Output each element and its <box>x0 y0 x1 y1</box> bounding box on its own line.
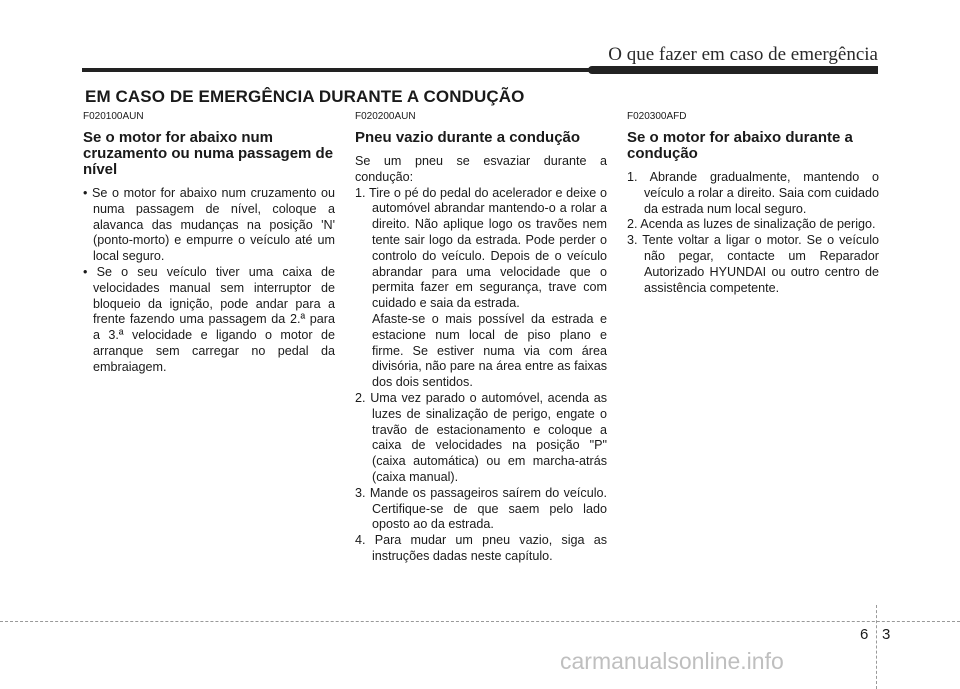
chapter-number: 6 <box>860 626 869 643</box>
step-item: 2. Uma vez parado o automóvel, acenda as luzes de sinalização de perigo, engate o travão de estacionamento e coloque a caixa de velocidades na posição "P" (caixa automática) ou em marcha-atrás (caixa manual). <box>355 390 607 484</box>
section-code: F020200AUN <box>355 111 416 122</box>
footer-divider <box>0 621 960 622</box>
step-item: 3. Tente voltar a ligar o motor. Se o veículo não pegar, contacte um Reparador Autorizado HYUNDAI ou outro centro de assistência competente. <box>627 233 879 295</box>
header-bar <box>588 66 878 74</box>
section-heading: Pneu vazio durante a condução <box>355 129 581 146</box>
column-engine-stall-driving <box>627 111 879 296</box>
column-flat-tire <box>355 111 607 565</box>
step-item: 2. Acenda as luzes de sinalização de perigo. <box>627 217 876 232</box>
step-item: 3. Mande os passageiros saírem do veículo. Certifique-se de que saem pelo lado oposto ao da estrada. <box>355 485 607 532</box>
page-number: 3 <box>882 626 891 643</box>
bullet-item: • Se o seu veículo tiver uma caixa de velocidades manual sem interruptor de bloqueio da ignição, pode andar para a frente fazendo uma passagem da 2.ª para a 3.ª velocidade e ligando o motor de arranque sem carregar no pedal da embraiagem. <box>83 264 335 374</box>
column-engine-stall-crossing <box>83 111 335 376</box>
watermark-logo: carmanualsonline.info <box>560 648 784 674</box>
page-crop-mark <box>876 605 877 689</box>
section-heading: Se o motor for abaixo durante a condução <box>627 129 853 162</box>
chapter-title: O que fazer em caso de emergência <box>608 44 878 65</box>
bullet-item: • Se o motor for abaixo num cruzamento ou numa passagem de nível, coloque a alavanca das mudanças na posição 'N' (ponto-morto) e empurre o veículo até um local seguro. <box>83 186 335 264</box>
step-item: 4. Para mudar um pneu vazio, siga as instruções dadas neste capítulo. <box>355 533 607 563</box>
step-item: 1. Tire o pé do pedal do acelerador e deixe o automóvel abrandar mantendo-o a rolar a direito. Não aplique logo os travões nem tente sair logo da estrada. Pode perder o controlo do veículo. Depois de o veículo abrandar para uma velocidade que o permita fazer em segurança, trave com cuidado e saia da estrada. <box>355 185 607 311</box>
step-continuation: Afaste-se o mais possível da estrada e estacione num local de piso plano e firme. Se estiver numa via com área divisória, não pare na área entre as faixas dos dois sentidos. <box>372 311 607 390</box>
intro-text: Se um pneu se esvaziar durante a condução: <box>355 154 607 184</box>
section-code: F020300AFD <box>627 111 687 122</box>
section-heading: Se o motor for abaixo num cruzamento ou numa passagem de nível <box>83 129 334 178</box>
section-code: F020100AUN <box>83 111 144 122</box>
step-item: 1. Abrande gradualmente, mantendo o veículo a rolar a direito. Saia com cuidado da estrada num local seguro. <box>627 170 879 216</box>
section-title: EM CASO DE EMERGÊNCIA DURANTE A CONDUÇÃO <box>85 87 525 106</box>
